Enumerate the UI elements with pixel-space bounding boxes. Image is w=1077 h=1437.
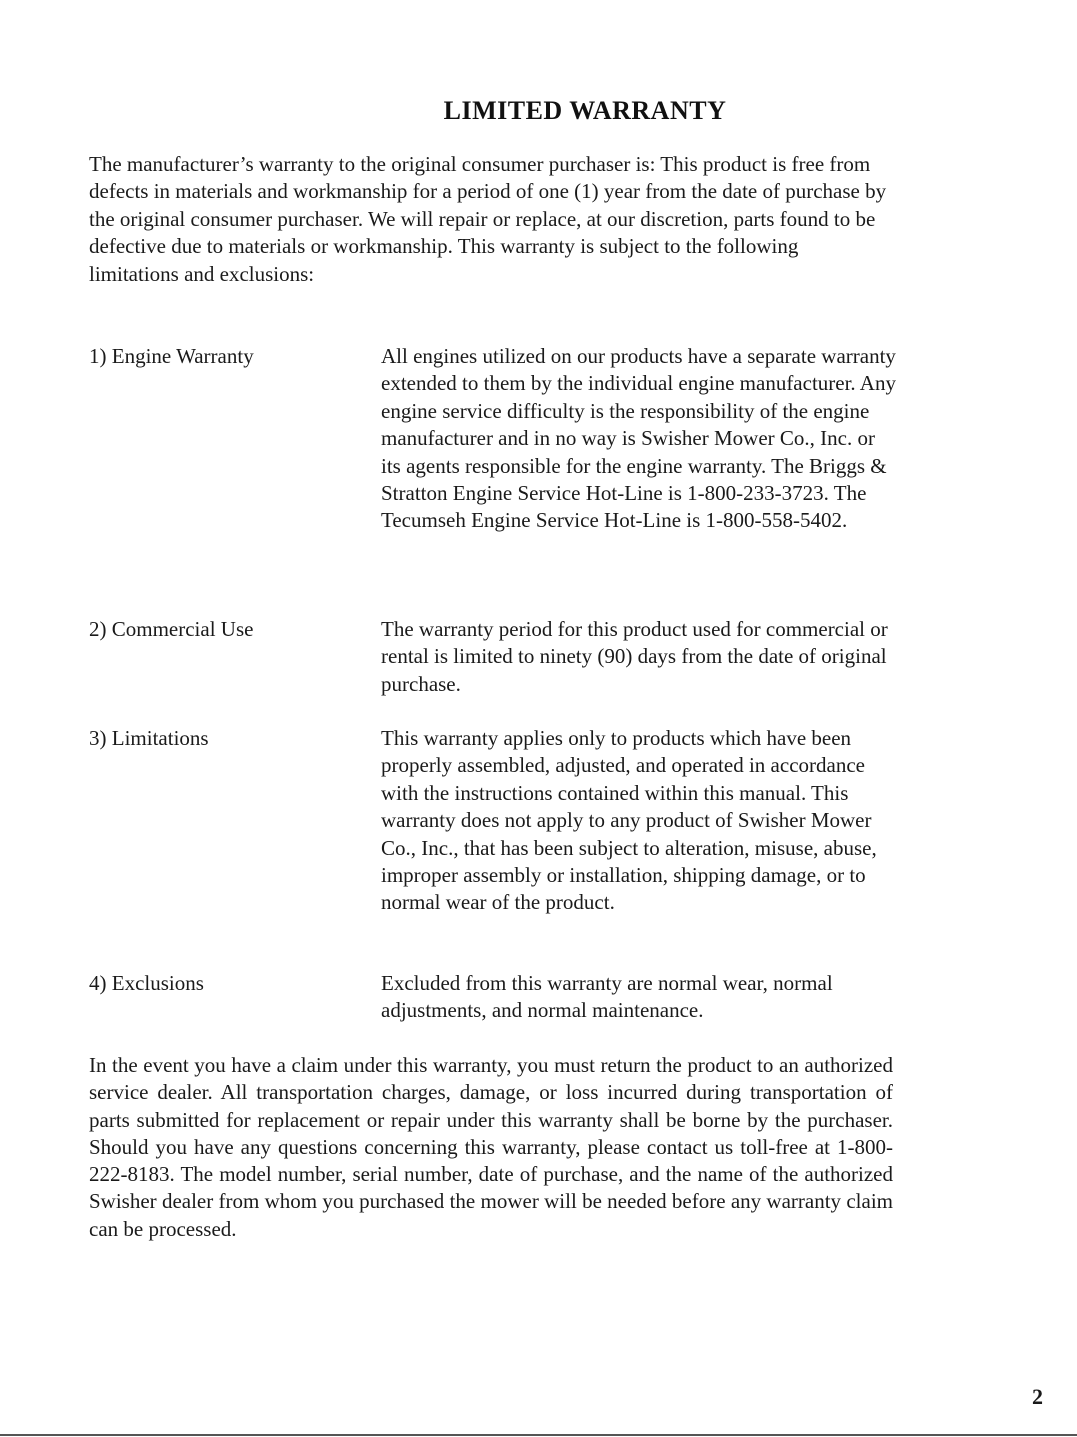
section-text-engine-warranty: All engines utilized on our products have a separate warranty extended to them by the individual engine manufacturer. Any engine service difficulty is the responsibility of the engine manufacturer and in no way is Swisher Mower Co., Inc. or its agents responsible for the engine warranty. The Briggs & Stratton Engine Service Hot-Line is 1-800-233-3723. The Tecumseh Engine Service Hot-Line is 1-800-558-5402. bbox=[381, 344, 896, 533]
section-text-limitations: This warranty applies only to products which have been properly assembled, adjusted, and operated in accordance with the instructions contained within this manual. This warranty does not apply to any product of Swisher Mower Co., Inc., that has been subject to alteration, misuse, abuse, improper assembly or installation, shipping damage, or to normal wear of the product. bbox=[381, 726, 877, 915]
section-label-commercial-use: 2) Commercial Use bbox=[89, 617, 254, 641]
section-text-exclusions: Excluded from this warranty are normal wear, normal adjustments, and normal maintenance. bbox=[381, 971, 833, 1023]
claim-paragraph: In the event you have a claim under this warranty, you must return the product to an authorized service dealer. All transportation charges, damage, or loss incurred during transportation of parts submitted for replacement or repair under this warranty shall be borne by the purchaser. Should you have any questions concerning this warranty, please contact us toll-free at 1-800-222-8183. The model number, serial number, date of purchase, and the name of the authorized Swisher dealer from whom you purchased the mower will be needed before any warranty claim can be processed. bbox=[89, 1053, 893, 1241]
section-label-exclusions: 4) Exclusions bbox=[89, 971, 204, 995]
section-text-commercial-use: The warranty period for this product used for commercial or rental is limited to ninety (90) days from the date of original purchase. bbox=[381, 617, 888, 696]
intro-paragraph: The manufacturer’s warranty to the original consumer purchaser is: This product is free from defects in materials and workmanship for a period of one (1) year from the date of purchase by the original consumer purchaser. We will repair or replace, at our discretion, parts found to be defective due to materials or workmanship. This warranty is subject to the following limitations and exclusions: bbox=[89, 152, 887, 286]
section-label-limitations: 3) Limitations bbox=[89, 726, 209, 750]
page-number: 2 bbox=[1032, 1384, 1043, 1409]
document-title: LIMITED WARRANTY bbox=[443, 96, 727, 125]
section-label-engine-warranty: 1) Engine Warranty bbox=[89, 344, 254, 368]
bottom-rule bbox=[0, 1434, 1077, 1436]
